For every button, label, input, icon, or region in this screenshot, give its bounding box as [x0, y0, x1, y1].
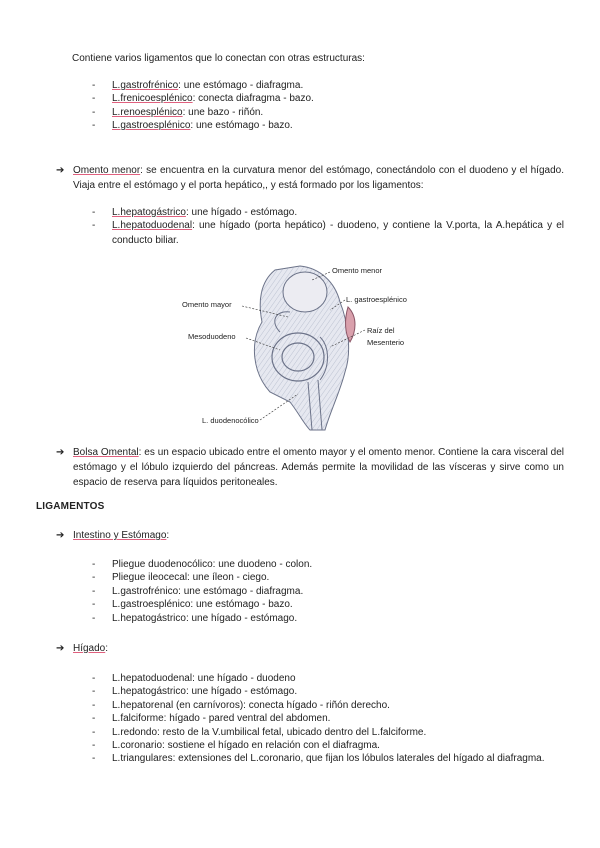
arrow-icon: ➔	[56, 447, 65, 458]
list-item: - L.gastroesplénico: une estómago - bazo.	[92, 598, 312, 611]
bolsa-omental-paragraph: ➔ Bolsa Omental: es un espacio ubicado entre el omento mayor y el omento menor. Contiene la cara visceral del estómago y el lóbulo izquierdo del páncreas. Además permite la movilidad de las vísceras y sirve como un espacio de reserva para líquidos peritoneales.	[56, 447, 565, 488]
higado-list	[92, 672, 564, 766]
list-item: - L.hepatogástrico: une hígado - estómago.	[92, 685, 564, 698]
arrow-icon: ➔	[56, 165, 65, 176]
higado-heading: ➔ Hígado:	[56, 643, 109, 654]
omento-menor-paragraph: ➔ Omento menor: se encuentra en la curvatura menor del estómago, conectándolo con el duodeno y el hígado. Viaja entre el estómago y el porta hepático,, y está formado por los ligamentos:	[56, 165, 564, 191]
list-item: - L.hepatogástrico: une hígado - estómago.	[92, 612, 312, 625]
list-item: - Pliegue duodenocólico: une duodeno - colon.	[92, 558, 312, 571]
list-item: - L.hepatogástrico: une hígado - estómago.	[92, 206, 564, 219]
ligamentos-heading: LIGAMENTOS	[36, 501, 105, 512]
arrow-icon: ➔	[56, 530, 65, 541]
list-item: - Pliegue ileocecal: une íleon - ciego.	[92, 571, 312, 584]
intestino-heading: ➔ Intestino y Estómago:	[56, 530, 170, 541]
term: L.renoesplénico	[112, 106, 183, 118]
list-item: - L.frenicoesplénico: conecta diafragma - bazo.	[92, 92, 314, 105]
label-duodenocolico: L. duodenocólico	[202, 416, 259, 425]
list-item: - L.hepatoduodenal: une hígado (porta hepático) - duodeno, y contiene la V.porta, la A.hepática y el conducto biliar.	[92, 219, 564, 248]
omentum-illustration	[180, 262, 430, 432]
term: Omento menor	[73, 165, 141, 176]
intro-paragraph: Contiene varios ligamentos que lo conectan con otras estructuras:	[72, 53, 365, 64]
list-item: - L.gastroesplénico: une estómago - bazo.	[92, 119, 314, 132]
list-item: - L.renoesplénico: une bazo - riñón.	[92, 106, 314, 119]
label-omento-mayor: Omento mayor	[182, 300, 232, 309]
label-mesoduodeno: Mesoduodeno	[188, 332, 236, 341]
omentum-figure	[180, 262, 430, 432]
term: Bolsa Omental	[73, 447, 139, 458]
list-item: - L.gastrofrénico: une estómago - diafragma.	[92, 79, 314, 92]
term: Hígado	[73, 643, 106, 654]
term: L.frenicoesplénico	[112, 93, 193, 105]
ligament-list-2	[92, 206, 564, 248]
term: L.gastroesplénico	[112, 120, 191, 132]
list-item: - L.triangulares: extensiones del L.coronario, que fijan los lóbulos laterales del hígado al diafragma.	[92, 752, 564, 765]
list-item: - L.coronario: sostiene el hígado en relación con el diafragma.	[92, 739, 564, 752]
list-item: - L.hepatorenal (en carnívoros): conecta hígado - riñón derecho.	[92, 699, 564, 712]
label-mesenterio: Mesenterio	[367, 338, 405, 347]
ligament-list-1	[92, 79, 314, 133]
list-item: - L.redondo: resto de la V.umbilical fetal, ubicado dentro del L.falciforme.	[92, 726, 564, 739]
label-raiz: Raíz del	[367, 326, 395, 335]
label-omento-menor: Omento menor	[332, 266, 383, 275]
list-item: - L.falciforme: hígado - pared ventral del abdomen.	[92, 712, 564, 725]
term: L.hepatogástrico	[112, 207, 186, 218]
intestino-list	[92, 558, 312, 625]
term: L.gastrofrénico	[112, 80, 179, 91]
list-item: - L.gastrofrénico: une estómago - diafragma.	[92, 585, 312, 598]
list-item: - L.hepatoduodenal: une hígado - duodeno	[92, 672, 564, 685]
term: L.hepatoduodenal	[112, 220, 193, 232]
arrow-icon: ➔	[56, 643, 65, 654]
label-gastroesplenico: L. gastroesplénico	[346, 295, 407, 304]
term: Intestino y Estómago	[73, 530, 167, 541]
